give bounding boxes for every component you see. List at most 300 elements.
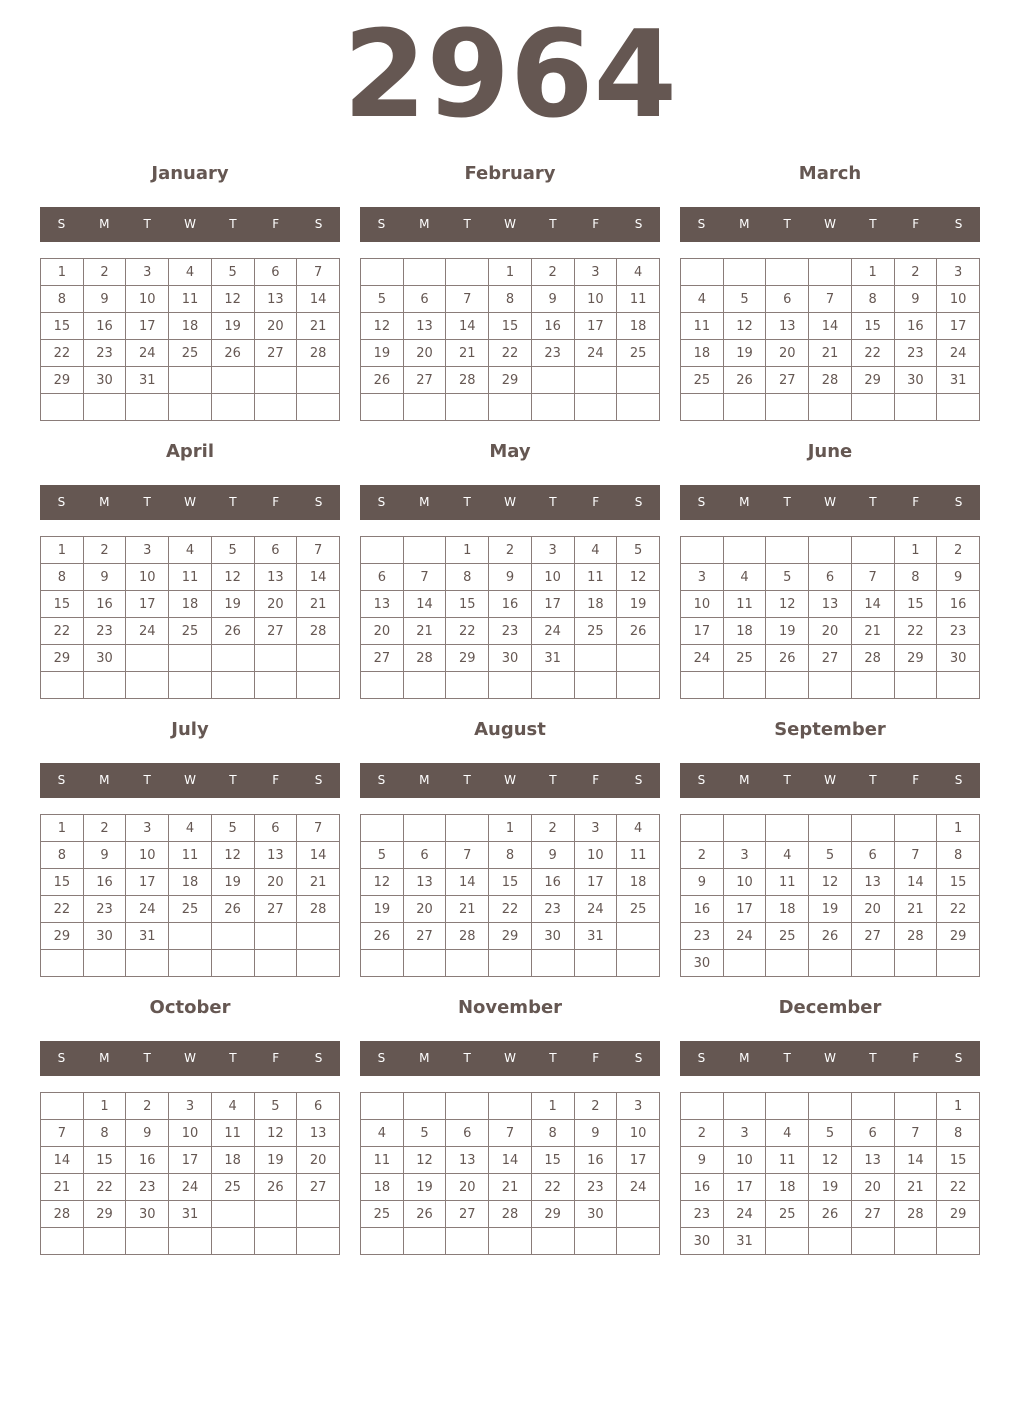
weekday-label: T [463, 217, 471, 231]
day-cell: 11 [169, 286, 212, 313]
day-cell: 26 [723, 367, 766, 394]
day-cell [297, 672, 340, 699]
month-title: August [474, 719, 546, 740]
day-cell: 1 [531, 1093, 574, 1120]
day-cell: 27 [809, 645, 852, 672]
day-cell [361, 672, 404, 699]
day-cell [809, 537, 852, 564]
day-cell: 5 [211, 259, 254, 286]
day-cell: 31 [126, 923, 169, 950]
month-title: December [778, 997, 882, 1018]
weekday-label: W [504, 217, 516, 231]
month-title: May [489, 441, 531, 462]
day-cell: 11 [211, 1120, 254, 1147]
day-cell: 28 [489, 1201, 532, 1228]
day-cell: 21 [403, 618, 446, 645]
weekday-label: T [549, 773, 557, 787]
weekday-header [40, 207, 340, 242]
day-cell: 6 [254, 815, 297, 842]
weekday-label: T [549, 495, 557, 509]
day-cell: 5 [361, 286, 404, 313]
day-cell: 1 [83, 1093, 126, 1120]
day-cell [617, 950, 660, 977]
week-row [41, 842, 340, 869]
day-cell [489, 672, 532, 699]
day-cell: 8 [489, 842, 532, 869]
day-cell: 16 [83, 591, 126, 618]
day-cell: 4 [361, 1120, 404, 1147]
day-cell [809, 672, 852, 699]
day-cell: 11 [617, 842, 660, 869]
week-row [681, 923, 980, 950]
weekday-label: T [229, 1051, 237, 1065]
weekday-label: T [143, 217, 151, 231]
day-cell [489, 1228, 532, 1255]
day-cell: 5 [809, 842, 852, 869]
week-row [361, 1147, 660, 1174]
day-cell [617, 394, 660, 421]
day-cell [531, 1228, 574, 1255]
day-cell: 22 [489, 896, 532, 923]
day-cell: 14 [851, 591, 894, 618]
day-cell: 25 [361, 1201, 404, 1228]
day-cell: 12 [809, 1147, 852, 1174]
day-cell: 29 [937, 923, 980, 950]
day-cell: 8 [937, 842, 980, 869]
day-cell [681, 259, 724, 286]
day-cell: 3 [681, 564, 724, 591]
week-row [41, 1201, 340, 1228]
day-cell: 1 [446, 537, 489, 564]
day-cell [403, 950, 446, 977]
week-row [41, 645, 340, 672]
day-cell: 26 [403, 1201, 446, 1228]
day-cell [361, 537, 404, 564]
day-cell: 3 [126, 815, 169, 842]
week-row [41, 537, 340, 564]
month-september [680, 716, 980, 986]
week-row [681, 1120, 980, 1147]
day-cell [403, 537, 446, 564]
day-cell: 11 [681, 313, 724, 340]
month-title: September [774, 719, 886, 740]
day-cell: 24 [723, 1201, 766, 1228]
day-cell: 6 [254, 537, 297, 564]
day-cell [766, 537, 809, 564]
day-cell [489, 394, 532, 421]
day-cell: 2 [894, 259, 937, 286]
day-cell [937, 394, 980, 421]
weekday-label: S [314, 773, 323, 787]
week-row [41, 313, 340, 340]
day-cell: 25 [766, 923, 809, 950]
day-cell: 23 [531, 896, 574, 923]
day-cell: 30 [681, 1228, 724, 1255]
day-cell [681, 1093, 724, 1120]
day-cell: 27 [297, 1174, 340, 1201]
day-cell: 8 [531, 1120, 574, 1147]
day-cell: 5 [617, 537, 660, 564]
week-row [681, 537, 980, 564]
day-cell: 26 [809, 1201, 852, 1228]
day-cell [723, 1093, 766, 1120]
weekday-label: M [419, 217, 430, 231]
day-cell: 29 [41, 923, 84, 950]
day-cell: 2 [531, 815, 574, 842]
week-row [41, 367, 340, 394]
month-april [40, 438, 340, 708]
day-cell: 30 [937, 645, 980, 672]
weekday-label: M [739, 495, 750, 509]
weekday-header [680, 1041, 980, 1076]
day-cell: 15 [41, 869, 84, 896]
day-cell [403, 259, 446, 286]
day-cell [361, 394, 404, 421]
day-cell [254, 394, 297, 421]
month-december [680, 994, 980, 1264]
week-row [361, 367, 660, 394]
day-cell: 25 [766, 1201, 809, 1228]
day-cell: 6 [766, 286, 809, 313]
month-october [40, 994, 340, 1264]
day-cell [403, 815, 446, 842]
day-cell [446, 672, 489, 699]
day-cell: 9 [681, 1147, 724, 1174]
day-cell: 17 [169, 1147, 212, 1174]
day-cell: 20 [403, 340, 446, 367]
day-cell: 7 [41, 1120, 84, 1147]
day-cell: 5 [403, 1120, 446, 1147]
day-cell [937, 950, 980, 977]
day-cell [41, 950, 84, 977]
day-cell: 16 [83, 869, 126, 896]
day-grid [360, 536, 660, 699]
day-cell [446, 259, 489, 286]
weekday-label: T [783, 773, 791, 787]
weekday-label: F [272, 1051, 280, 1065]
week-row [361, 259, 660, 286]
week-row [41, 1093, 340, 1120]
week-row [41, 1120, 340, 1147]
day-cell: 23 [894, 340, 937, 367]
day-cell: 25 [681, 367, 724, 394]
day-cell: 16 [937, 591, 980, 618]
day-cell [723, 672, 766, 699]
day-cell: 21 [809, 340, 852, 367]
day-cell [297, 923, 340, 950]
day-cell: 15 [937, 1147, 980, 1174]
day-cell: 9 [937, 564, 980, 591]
weekday-header [680, 207, 980, 242]
day-cell [617, 672, 660, 699]
day-cell: 24 [169, 1174, 212, 1201]
day-grid [680, 258, 980, 421]
day-cell: 27 [361, 645, 404, 672]
day-cell: 11 [361, 1147, 404, 1174]
day-cell [169, 672, 212, 699]
day-grid [680, 1092, 980, 1255]
day-cell: 30 [489, 645, 532, 672]
day-cell: 16 [489, 591, 532, 618]
day-cell [937, 1228, 980, 1255]
week-row [681, 815, 980, 842]
day-cell [574, 672, 617, 699]
weekday-label: M [419, 495, 430, 509]
day-cell: 20 [809, 618, 852, 645]
weekday-label: T [869, 1051, 877, 1065]
weekday-label: T [229, 495, 237, 509]
month-title: April [165, 441, 215, 462]
day-cell: 30 [83, 367, 126, 394]
day-cell: 12 [809, 869, 852, 896]
day-cell: 2 [83, 815, 126, 842]
week-row [41, 1147, 340, 1174]
week-row [361, 564, 660, 591]
day-cell: 22 [83, 1174, 126, 1201]
month-title: July [171, 719, 209, 740]
day-cell [126, 394, 169, 421]
day-cell: 7 [297, 815, 340, 842]
week-row [41, 259, 340, 286]
day-cell [211, 950, 254, 977]
day-cell: 13 [766, 313, 809, 340]
week-row [41, 591, 340, 618]
weekday-label: S [57, 217, 66, 231]
week-row [361, 896, 660, 923]
day-cell [617, 645, 660, 672]
day-cell: 13 [361, 591, 404, 618]
day-grid [40, 814, 340, 977]
weekday-label: M [99, 495, 110, 509]
week-row [41, 950, 340, 977]
weekday-label: S [57, 1051, 66, 1065]
day-cell: 4 [617, 259, 660, 286]
week-row [681, 340, 980, 367]
weekday-label: S [634, 217, 643, 231]
day-cell: 11 [169, 842, 212, 869]
day-cell [211, 672, 254, 699]
day-cell: 9 [681, 869, 724, 896]
day-cell: 13 [403, 869, 446, 896]
week-row [361, 869, 660, 896]
day-cell [169, 1228, 212, 1255]
day-cell: 2 [574, 1093, 617, 1120]
day-cell: 22 [41, 618, 84, 645]
day-cell: 2 [681, 842, 724, 869]
day-cell [809, 1228, 852, 1255]
day-cell: 22 [41, 896, 84, 923]
day-cell [254, 950, 297, 977]
day-cell: 22 [851, 340, 894, 367]
week-row [681, 286, 980, 313]
day-cell: 5 [211, 815, 254, 842]
day-cell: 7 [489, 1120, 532, 1147]
day-cell: 15 [83, 1147, 126, 1174]
day-cell: 28 [403, 645, 446, 672]
day-cell: 21 [297, 313, 340, 340]
day-cell: 3 [937, 259, 980, 286]
day-cell: 29 [937, 1201, 980, 1228]
day-cell [809, 815, 852, 842]
week-row [361, 1201, 660, 1228]
day-cell [211, 1201, 254, 1228]
week-row [681, 896, 980, 923]
day-cell: 14 [446, 313, 489, 340]
weekday-label: W [824, 1051, 836, 1065]
month-may [360, 438, 660, 708]
day-cell: 9 [83, 564, 126, 591]
day-cell: 27 [254, 896, 297, 923]
day-cell: 11 [766, 1147, 809, 1174]
day-cell [894, 1093, 937, 1120]
weekday-label: F [272, 495, 280, 509]
day-cell: 15 [41, 591, 84, 618]
day-cell: 27 [851, 923, 894, 950]
weekday-label: F [912, 217, 920, 231]
day-cell [169, 950, 212, 977]
day-cell [254, 672, 297, 699]
weekday-label: F [592, 217, 600, 231]
day-cell [617, 1201, 660, 1228]
day-cell: 19 [361, 340, 404, 367]
day-cell [851, 537, 894, 564]
week-row [361, 286, 660, 313]
weekday-label: S [697, 217, 706, 231]
day-cell: 28 [446, 923, 489, 950]
day-cell: 31 [169, 1201, 212, 1228]
day-cell [681, 537, 724, 564]
day-cell: 28 [894, 923, 937, 950]
week-row [361, 645, 660, 672]
day-cell [446, 1228, 489, 1255]
day-cell: 22 [894, 618, 937, 645]
day-cell [617, 923, 660, 950]
weekday-label: F [912, 495, 920, 509]
day-cell: 18 [574, 591, 617, 618]
week-row [361, 1174, 660, 1201]
day-cell: 13 [254, 286, 297, 313]
week-row [361, 1093, 660, 1120]
day-cell [809, 394, 852, 421]
day-cell [83, 950, 126, 977]
day-cell: 12 [361, 869, 404, 896]
day-cell: 15 [489, 869, 532, 896]
day-cell: 22 [531, 1174, 574, 1201]
week-row [681, 950, 980, 977]
day-cell [851, 394, 894, 421]
day-cell: 10 [617, 1120, 660, 1147]
day-cell: 9 [489, 564, 532, 591]
day-cell: 19 [723, 340, 766, 367]
day-cell [851, 1093, 894, 1120]
day-cell: 10 [126, 842, 169, 869]
day-grid [40, 536, 340, 699]
day-cell: 23 [681, 923, 724, 950]
day-cell: 25 [574, 618, 617, 645]
day-cell: 22 [937, 1174, 980, 1201]
day-cell: 4 [169, 815, 212, 842]
day-grid [40, 1092, 340, 1255]
weekday-label: S [634, 773, 643, 787]
day-cell: 27 [766, 367, 809, 394]
day-cell: 4 [617, 815, 660, 842]
day-cell: 12 [403, 1147, 446, 1174]
day-cell: 8 [41, 286, 84, 313]
day-cell: 5 [766, 564, 809, 591]
day-cell: 27 [403, 367, 446, 394]
day-cell: 17 [126, 591, 169, 618]
week-row [41, 896, 340, 923]
weekday-header [360, 763, 660, 798]
day-cell [617, 367, 660, 394]
day-cell: 15 [41, 313, 84, 340]
day-cell: 17 [574, 313, 617, 340]
day-cell [766, 672, 809, 699]
weekday-label: S [697, 1051, 706, 1065]
day-cell [851, 950, 894, 977]
weekday-label: F [272, 217, 280, 231]
weekday-label: S [697, 495, 706, 509]
weekday-label: S [697, 773, 706, 787]
day-cell: 2 [83, 537, 126, 564]
day-cell: 15 [937, 869, 980, 896]
day-cell: 1 [489, 259, 532, 286]
day-cell: 14 [489, 1147, 532, 1174]
day-cell: 5 [809, 1120, 852, 1147]
month-title: March [798, 163, 862, 184]
day-cell: 21 [851, 618, 894, 645]
weekday-label: W [824, 495, 836, 509]
day-cell: 13 [851, 1147, 894, 1174]
weekday-label: S [314, 217, 323, 231]
weekday-label: T [229, 217, 237, 231]
weekday-label: T [783, 495, 791, 509]
weekday-label: S [377, 1051, 386, 1065]
day-cell: 10 [723, 869, 766, 896]
weekday-label: M [739, 773, 750, 787]
week-row [361, 950, 660, 977]
day-cell: 28 [851, 645, 894, 672]
day-cell [83, 394, 126, 421]
day-cell: 29 [41, 367, 84, 394]
day-cell [126, 672, 169, 699]
day-cell: 6 [446, 1120, 489, 1147]
day-cell: 16 [681, 896, 724, 923]
day-cell [126, 645, 169, 672]
day-cell: 17 [126, 869, 169, 896]
day-cell: 11 [617, 286, 660, 313]
weekday-label: M [99, 773, 110, 787]
day-cell [489, 1093, 532, 1120]
weekday-label: W [184, 495, 196, 509]
day-cell [126, 1228, 169, 1255]
week-row [681, 645, 980, 672]
day-cell: 16 [681, 1174, 724, 1201]
weekday-label: W [184, 1051, 196, 1065]
day-cell [489, 950, 532, 977]
day-cell [766, 815, 809, 842]
day-cell: 9 [83, 286, 126, 313]
day-cell: 24 [126, 618, 169, 645]
day-cell: 3 [126, 259, 169, 286]
day-cell: 25 [169, 340, 212, 367]
day-cell: 22 [489, 340, 532, 367]
day-cell: 18 [766, 1174, 809, 1201]
weekday-header [680, 763, 980, 798]
day-cell: 19 [809, 896, 852, 923]
day-cell: 26 [361, 923, 404, 950]
day-cell [937, 672, 980, 699]
